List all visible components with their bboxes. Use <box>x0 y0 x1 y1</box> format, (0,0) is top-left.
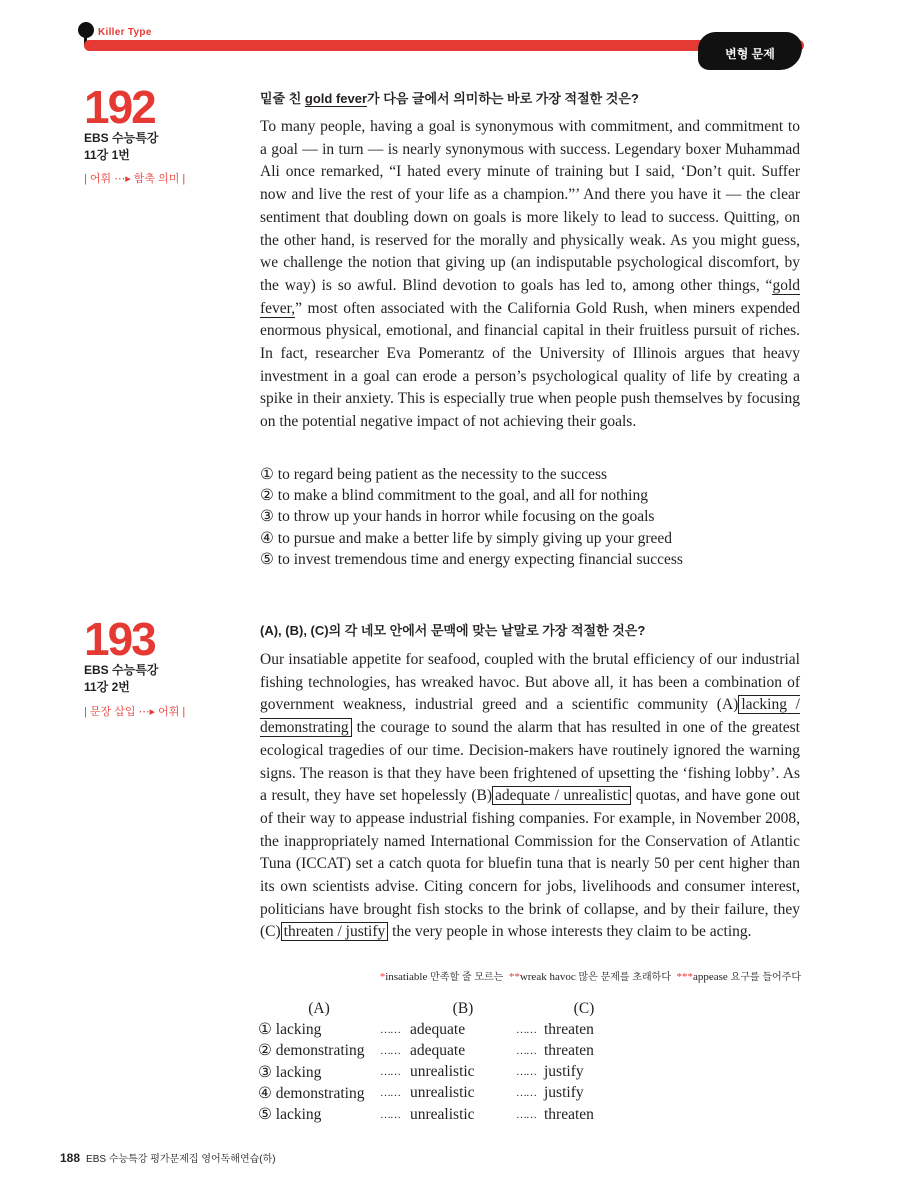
leader-dots: …… <box>516 1087 536 1100</box>
leader-dots: …… <box>516 1044 536 1057</box>
cell-b: unrealistic <box>410 1105 475 1123</box>
question-number-193: 193 <box>84 613 155 665</box>
cell-b: adequate <box>410 1020 466 1038</box>
gloss-term: wreak havoc <box>519 971 576 983</box>
passage-text: quotas, and have gone out of their way to appease industrial fishing companies. For example, in November 2008, the inappropriately named International Commission for the Conservation of Atlantic Tuna (ICCAT) set a catch quota for bluefin tuna that is nearly 50 per cent higher than its own scientists advise. Citing concern for jobs, livelihoods and consumer interest, politicians have brought fish stocks to the brink of collapse, and by their failure, they (C) <box>260 787 800 941</box>
header-bar <box>84 40 804 51</box>
gloss-meaning: 많은 문제를 초래하다 <box>575 972 671 983</box>
answer-options-192 <box>260 464 800 570</box>
question-type-tag: | 어휘 ⋯▸ 함축 의미 | <box>84 173 186 185</box>
table-row[interactable] <box>258 1019 624 1040</box>
gloss-meaning: 요구를 들어주다 <box>727 972 801 983</box>
source-lesson: 11강 1번 <box>84 148 130 162</box>
title-rest: 가 다음 글에서 의미하는 바로 가장 적절한 것은? <box>367 91 639 106</box>
question-title-193: (A), (B), (C)의 각 네모 안에서 문맥에 맞는 낱말로 가장 적절한 것은? <box>260 623 646 638</box>
leader-dots: …… <box>380 1044 400 1057</box>
answer-option-2[interactable]: ② to make a blind commitment to the goal, and all for nothing <box>260 487 648 505</box>
cell-c: threaten <box>544 1041 594 1059</box>
cell-b: adequate <box>410 1041 466 1059</box>
section-badge: 변형 문제 <box>698 32 802 70</box>
page-number: 188 <box>60 1151 81 1165</box>
column-header-a: (A) <box>308 999 330 1017</box>
leader-dots: …… <box>516 1066 536 1079</box>
leader-dots: …… <box>380 1108 400 1121</box>
leader-dots: …… <box>516 1108 536 1121</box>
cell-c: justify <box>544 1063 584 1081</box>
question-title-192 <box>260 88 639 107</box>
table-row[interactable] <box>258 1083 624 1104</box>
gloss-star: ** <box>508 971 520 983</box>
leader-dots: …… <box>380 1087 400 1100</box>
cell-a: ③ lacking <box>258 1063 322 1081</box>
cell-a: ① lacking <box>258 1021 322 1039</box>
cell-b: unrealistic <box>410 1084 475 1102</box>
passage-text: To many people, having a goal is synonymous with commitment, and commitment to a goal — in turn — is nearly synonymous with success. Legendary boxer Muhammad Ali once remarked, “I hated every minute of training but I said, ‘Don’t quit. Suffer now and live the rest of your life as a champion.”’ And there you have it — the clear sentiment that doubling down on goals is more likely to lead to success. Quitting, on the other hand, is reserved for the morally and physically weak. As you might guess, we challenge the notion that giving up (an indisputable psychological discomfort, by the way) is so awful. Blind devotion to goals has led to, among other things, “ <box>260 118 800 294</box>
source-lesson: 11강 2번 <box>84 680 130 694</box>
source-book: EBS 수능특강 <box>84 663 159 677</box>
passage-text: ” most often associated with the California Gold Rush, when miners expended enormous physical, emotional, and financial capital in their fruitless pursuit of riches. In fact, researcher Eva Pomerantz of the University of Illinois argues that heavy investment in a goal can erode a person’s psychological quality of life by creating a spike in their anxiety. This is especially true when people push themselves by focusing on the potential negative impact of not achieving their goals. <box>260 299 800 431</box>
answer-option-3[interactable]: ③ to throw up your hands in horror while focusing on the goals <box>260 508 655 526</box>
passage-193 <box>260 649 800 944</box>
choice-box-c: threaten / justify <box>281 922 389 941</box>
column-header-c: (C) <box>573 999 595 1017</box>
question-number-192: 192 <box>84 81 155 133</box>
page-footer <box>60 1150 276 1165</box>
cell-a: ⑤ lacking <box>258 1106 322 1124</box>
cell-c: justify <box>544 1084 584 1102</box>
gloss-star: * <box>379 971 386 983</box>
gloss-term: insatiable <box>385 971 428 983</box>
cell-a: ② demonstrating <box>258 1042 365 1060</box>
passage-text: the courage to sound the alarm that has resulted in one of the greatest ecological tragedies of our time. Decision-makers have routinely ignored the warning signs. The reason is that they have been frightened of upsetting the ‘fishing lobby’. As a result, they have set hopelessly (B) <box>260 719 800 805</box>
column-header-b: (B) <box>452 999 474 1017</box>
table-row[interactable] <box>258 1062 624 1083</box>
answer-table-193 <box>258 998 624 1125</box>
passage-text: Our insatiable appetite for seafood, coupled with the brutal efficiency of our industrial fishing technologies, has wreaked havoc. But above all, it has been a combination of government weakness, industrial greed and a scientific community (A) <box>260 651 800 714</box>
question-source-193 <box>84 662 158 696</box>
header-label: Killer Type <box>98 27 152 38</box>
table-row[interactable] <box>258 1040 624 1061</box>
answer-option-4[interactable]: ④ to pursue and make a better life by simply giving up your greed <box>260 529 673 547</box>
glossary-notes <box>380 968 801 983</box>
gloss-meaning: 만족할 줄 모르는 <box>427 972 504 983</box>
title-underlined-phrase: gold fever <box>304 91 368 106</box>
leader-dots: …… <box>380 1023 400 1036</box>
question-source-192 <box>84 130 158 164</box>
cell-b: unrealistic <box>410 1063 475 1081</box>
gloss-star: *** <box>676 971 693 983</box>
passage-text: the very people in whose interests they claim to be acting. <box>388 923 752 941</box>
table-row[interactable] <box>258 1104 624 1125</box>
gloss-term: appease <box>693 971 728 983</box>
header-marker-icon <box>78 22 94 38</box>
table-header-row <box>258 998 624 1019</box>
title-prefix: 밑줄 친 <box>260 91 305 106</box>
underlined-phrase: gold fever, <box>260 276 800 317</box>
question-type-tag: | 문장 삽입 ⋯▸ 어휘 | <box>84 706 186 718</box>
leader-dots: …… <box>380 1066 400 1079</box>
choice-box-b: adequate / unrealistic <box>492 786 631 805</box>
leader-dots: …… <box>516 1023 536 1036</box>
answer-option-1[interactable]: ① to regard being patient as the necessity to the success <box>260 466 608 483</box>
cell-a: ④ demonstrating <box>258 1084 365 1102</box>
cell-c: threaten <box>544 1105 594 1123</box>
answer-option-5[interactable]: ⑤ to invest tremendous time and energy expecting financial success <box>260 550 683 568</box>
footer-book-title: EBS 수능특강 평가문제집 영어독해연습(하) <box>86 1154 276 1165</box>
source-book: EBS 수능특강 <box>84 131 159 145</box>
choice-box-a: lacking / demonstrating <box>260 696 800 737</box>
cell-c: threaten <box>544 1020 594 1038</box>
passage-192 <box>260 116 800 434</box>
